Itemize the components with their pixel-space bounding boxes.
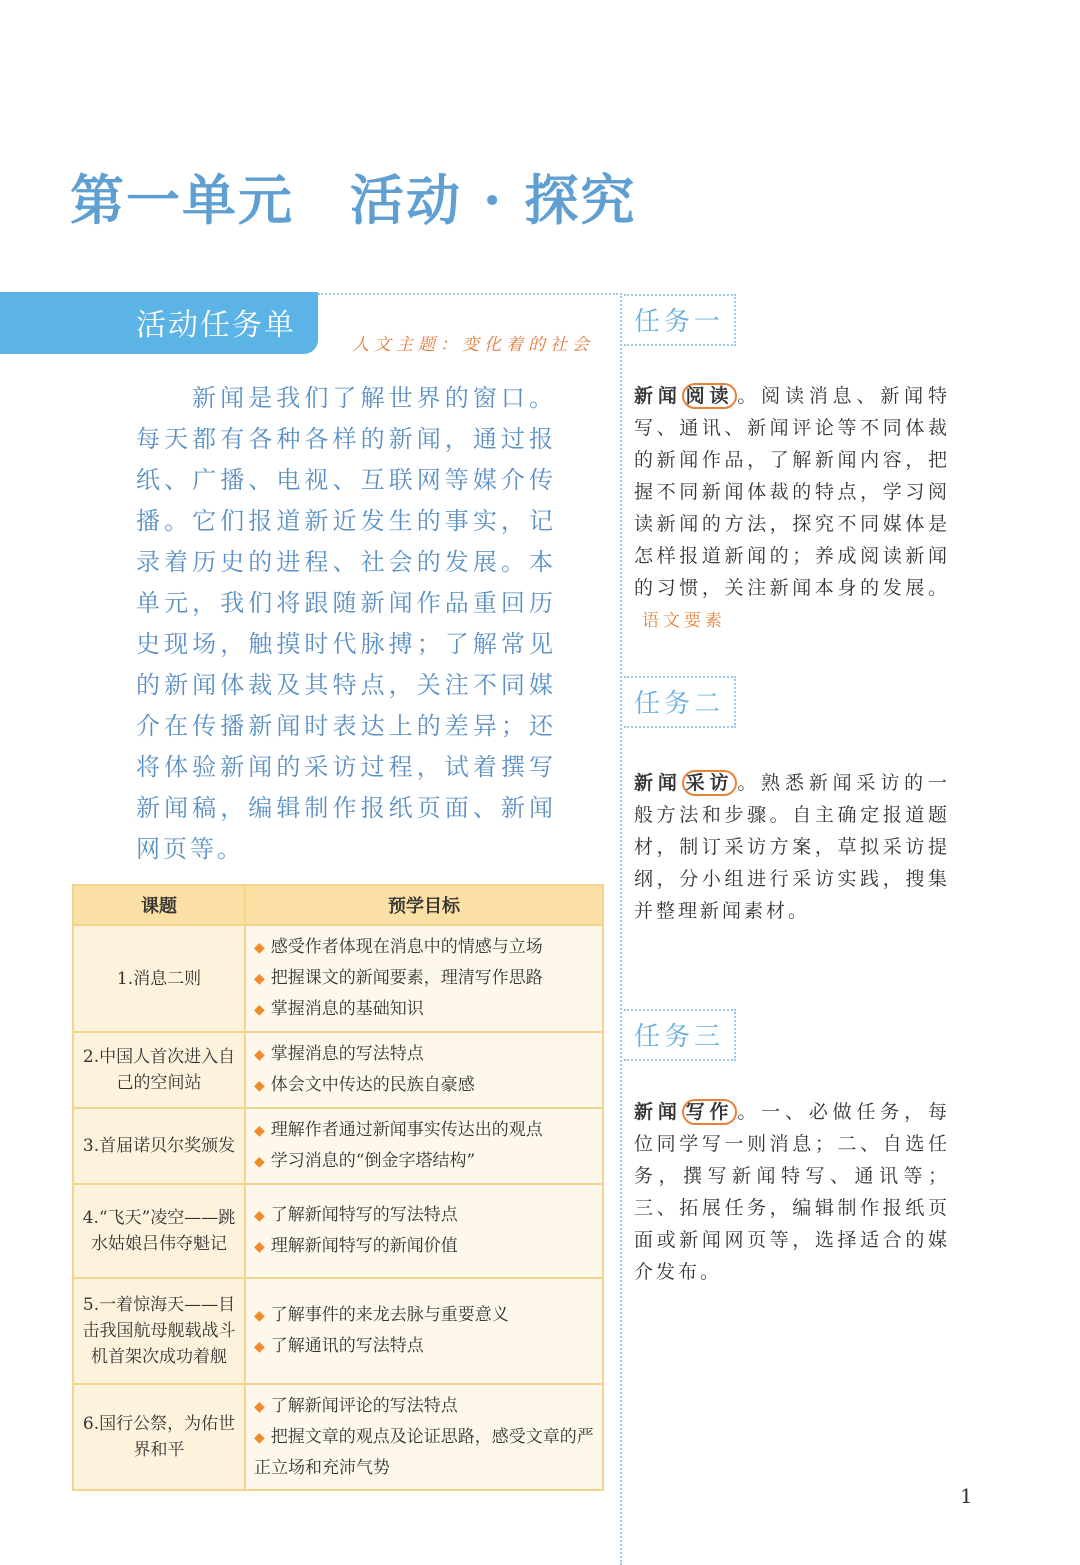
lesson-topic: 4.“飞天”凌空——跳水姑娘吕伟夺魁记	[73, 1184, 245, 1278]
task-keyword: 新闻	[634, 385, 682, 407]
table-header-goals: 预学目标	[245, 885, 603, 925]
task-description: 。熟悉新闻采访的一般方法和步骤。自主确定报道题材，制订采访方案，草拟采访提纲，分小组进行采访实践，搜集并整理新闻素材。	[634, 772, 950, 922]
lesson-topic: 1.消息二则	[73, 925, 245, 1032]
task-one-label: 任务一	[624, 294, 736, 346]
goal-item: ◆ 学习消息的“倒金字塔结构”	[254, 1151, 476, 1171]
column-divider	[620, 293, 622, 1565]
goal-item: ◆ 了解通讯的写法特点	[254, 1336, 424, 1356]
table-row	[73, 1384, 603, 1490]
unit-title-part1: 第一单元	[70, 168, 294, 232]
page-number: 1	[960, 1484, 973, 1508]
goal-item: ◆ 体会文中传达的民族自豪感	[254, 1075, 475, 1095]
diamond-bullet-icon: ◆	[254, 1399, 265, 1415]
table-row	[73, 1278, 603, 1384]
lesson-topic: 2.中国人首次进入自己的空间站	[73, 1032, 245, 1108]
task-one-text	[634, 380, 950, 637]
lesson-goals	[245, 1278, 603, 1384]
diamond-bullet-icon: ◆	[254, 1239, 265, 1255]
goal-item: ◆ 了解新闻特写的写法特点	[254, 1205, 458, 1225]
goal-item: ◆ 掌握消息的写法特点	[254, 1044, 424, 1064]
task-keyword-circled: 阅读	[682, 383, 738, 409]
diamond-bullet-icon: ◆	[254, 1208, 265, 1224]
task-keyword-circled: 采访	[682, 770, 738, 796]
table-row	[73, 1032, 603, 1108]
banner-divider	[318, 293, 618, 295]
diamond-bullet-icon: ◆	[254, 1154, 265, 1170]
diamond-bullet-icon: ◆	[254, 1078, 265, 1094]
lesson-goals	[245, 1032, 603, 1108]
goal-item: ◆ 把握文章的观点及论证思路，感受文章的严正立场和充沛气势	[254, 1427, 594, 1478]
humanities-theme: 人文主题：变化着的社会	[352, 335, 594, 355]
task-keyword: 新闻	[634, 1101, 682, 1123]
goal-item: ◆ 理解作者通过新闻事实传达出的观点	[254, 1120, 543, 1140]
table-header-row	[73, 885, 603, 925]
goal-item: ◆ 了解新闻评论的写法特点	[254, 1396, 458, 1416]
diamond-bullet-icon: ◆	[254, 1339, 265, 1355]
diamond-bullet-icon: ◆	[254, 1308, 265, 1324]
language-element-tag: 语文要素	[642, 611, 726, 631]
preview-goals-table	[72, 884, 604, 1491]
unit-intro: 新闻是我们了解世界的窗口。每天都有各种各样的新闻，通过报纸、广播、电视、互联网等媒介传播。它们报道新近发生的事实，记录着历史的进程、社会的发展。本单元，我们将跟随新闻作品重回历史现场，触摸时代脉搏；了解常见的新闻体裁及其特点，关注不同媒介在传播新闻时表达上的差异；还将体验新闻的采访过程，试着撰写新闻稿，编辑制作报纸页面、新闻网页等。	[136, 384, 556, 863]
goal-item: ◆ 把握课文的新闻要素，理清写作思路	[254, 968, 543, 988]
task-three-label: 任务三	[624, 1009, 736, 1061]
diamond-bullet-icon: ◆	[254, 1123, 265, 1139]
unit-title-part2: 活动 · 探究	[350, 168, 637, 232]
lesson-goals	[245, 925, 603, 1032]
task-two-label: 任务二	[624, 676, 736, 728]
table-row	[73, 1108, 603, 1184]
task-three-text	[634, 1096, 950, 1288]
task-description: 。一、必做任务，每位同学写一则消息；二、自选任务，撰写新闻特写、通讯等；三、拓展任务，编辑制作报纸页面或新闻网页等，选择适合的媒介发布。	[634, 1101, 950, 1283]
diamond-bullet-icon: ◆	[254, 940, 265, 956]
lesson-goals	[245, 1384, 603, 1490]
task-keyword-circled: 写作	[682, 1099, 738, 1125]
table-header-topic: 课题	[73, 885, 245, 925]
diamond-bullet-icon: ◆	[254, 1047, 265, 1063]
lesson-goals	[245, 1184, 603, 1278]
task-two-text	[634, 767, 950, 927]
diamond-bullet-icon: ◆	[254, 1430, 265, 1446]
lesson-topic: 6.国行公祭，为佑世界和平	[73, 1384, 245, 1490]
diamond-bullet-icon: ◆	[254, 971, 265, 987]
lesson-topic: 3.首届诺贝尔奖颁发	[73, 1108, 245, 1184]
task-keyword: 新闻	[634, 772, 682, 794]
lesson-topic: 5.一着惊海天——目击我国航母舰载战斗机首架次成功着舰	[73, 1278, 245, 1384]
table-row	[73, 1184, 603, 1278]
goal-item: ◆ 了解事件的来龙去脉与重要意义	[254, 1305, 509, 1325]
goal-item: ◆ 掌握消息的基础知识	[254, 999, 424, 1019]
task-list-banner-label: 活动任务单	[136, 308, 296, 343]
diamond-bullet-icon: ◆	[254, 1002, 265, 1018]
goal-item: ◆ 理解新闻特写的新闻价值	[254, 1236, 458, 1256]
table-row	[73, 925, 603, 1032]
unit-title	[70, 158, 636, 235]
lesson-goals	[245, 1108, 603, 1184]
task-description: 。阅读消息、新闻特写、通讯、新闻评论等不同体裁的新闻作品，了解新闻内容，把握不同新闻体裁的特点，学习阅读新闻的方法，探究不同媒体是怎样报道新闻的；养成阅读新闻的习惯，关注新闻本身的发展。	[634, 385, 950, 599]
goal-item: ◆ 感受作者体现在消息中的情感与立场	[254, 937, 543, 957]
